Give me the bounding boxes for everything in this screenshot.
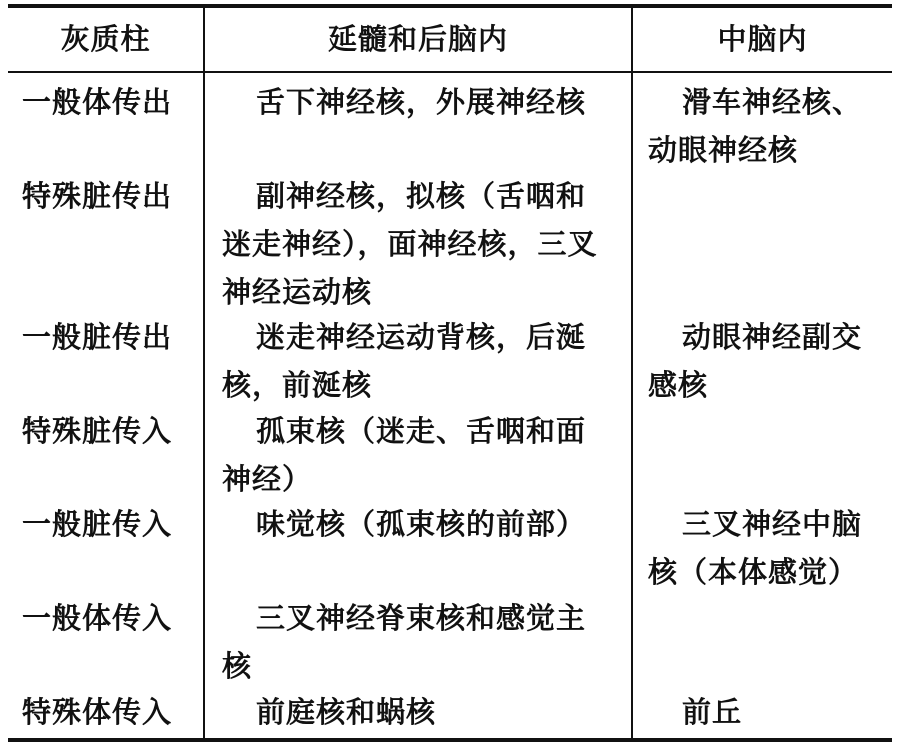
row-5-medulla-hindbrain: 味觉核（孤束核的前部） xyxy=(256,507,587,541)
column-divider-1 xyxy=(203,8,205,738)
row-2-column: 特殊脏传出 xyxy=(22,179,173,213)
row-6-medulla-hindbrain: 三叉神经脊束核和感觉主核 xyxy=(222,601,587,683)
row-2-medulla-hindbrain: 副神经核，拟核（舌咽和迷走神经），面神经核，三叉神经运动核 xyxy=(222,179,598,309)
row-3-midbrain: 动眼神经副交感核 xyxy=(648,320,863,402)
row-6-column: 一般体传入 xyxy=(22,601,173,635)
row-5-midbrain: 三叉神经中脑核（本体感觉） xyxy=(648,507,863,589)
row-5-column: 一般脏传入 xyxy=(22,507,173,541)
header-midbrain: 中脑内 xyxy=(717,22,808,56)
header-medulla-hindbrain: 延髓和后脑内 xyxy=(327,22,508,56)
row-4-column: 特殊脏传入 xyxy=(22,414,173,448)
row-7-column: 特殊体传入 xyxy=(22,695,173,729)
row-4-medulla-hindbrain: 孤束核（迷走、舌咽和面神经） xyxy=(222,414,587,496)
table-bottom-rule xyxy=(8,738,892,742)
column-divider-2 xyxy=(631,8,633,738)
row-7-medulla-hindbrain: 前庭核和蜗核 xyxy=(256,695,437,729)
row-1-medulla-hindbrain: 舌下神经核，外展神经核 xyxy=(256,85,587,119)
row-1-midbrain: 滑车神经核、动眼神经核 xyxy=(648,85,863,167)
row-1-column: 一般体传出 xyxy=(22,85,173,119)
row-7-midbrain: 前丘 xyxy=(682,695,743,729)
row-3-medulla-hindbrain: 迷走神经运动背核，后涎核，前涎核 xyxy=(222,320,587,402)
row-3-column: 一般脏传出 xyxy=(22,320,173,354)
header-rule xyxy=(8,71,892,73)
header-gray-column: 灰质柱 xyxy=(60,22,151,56)
